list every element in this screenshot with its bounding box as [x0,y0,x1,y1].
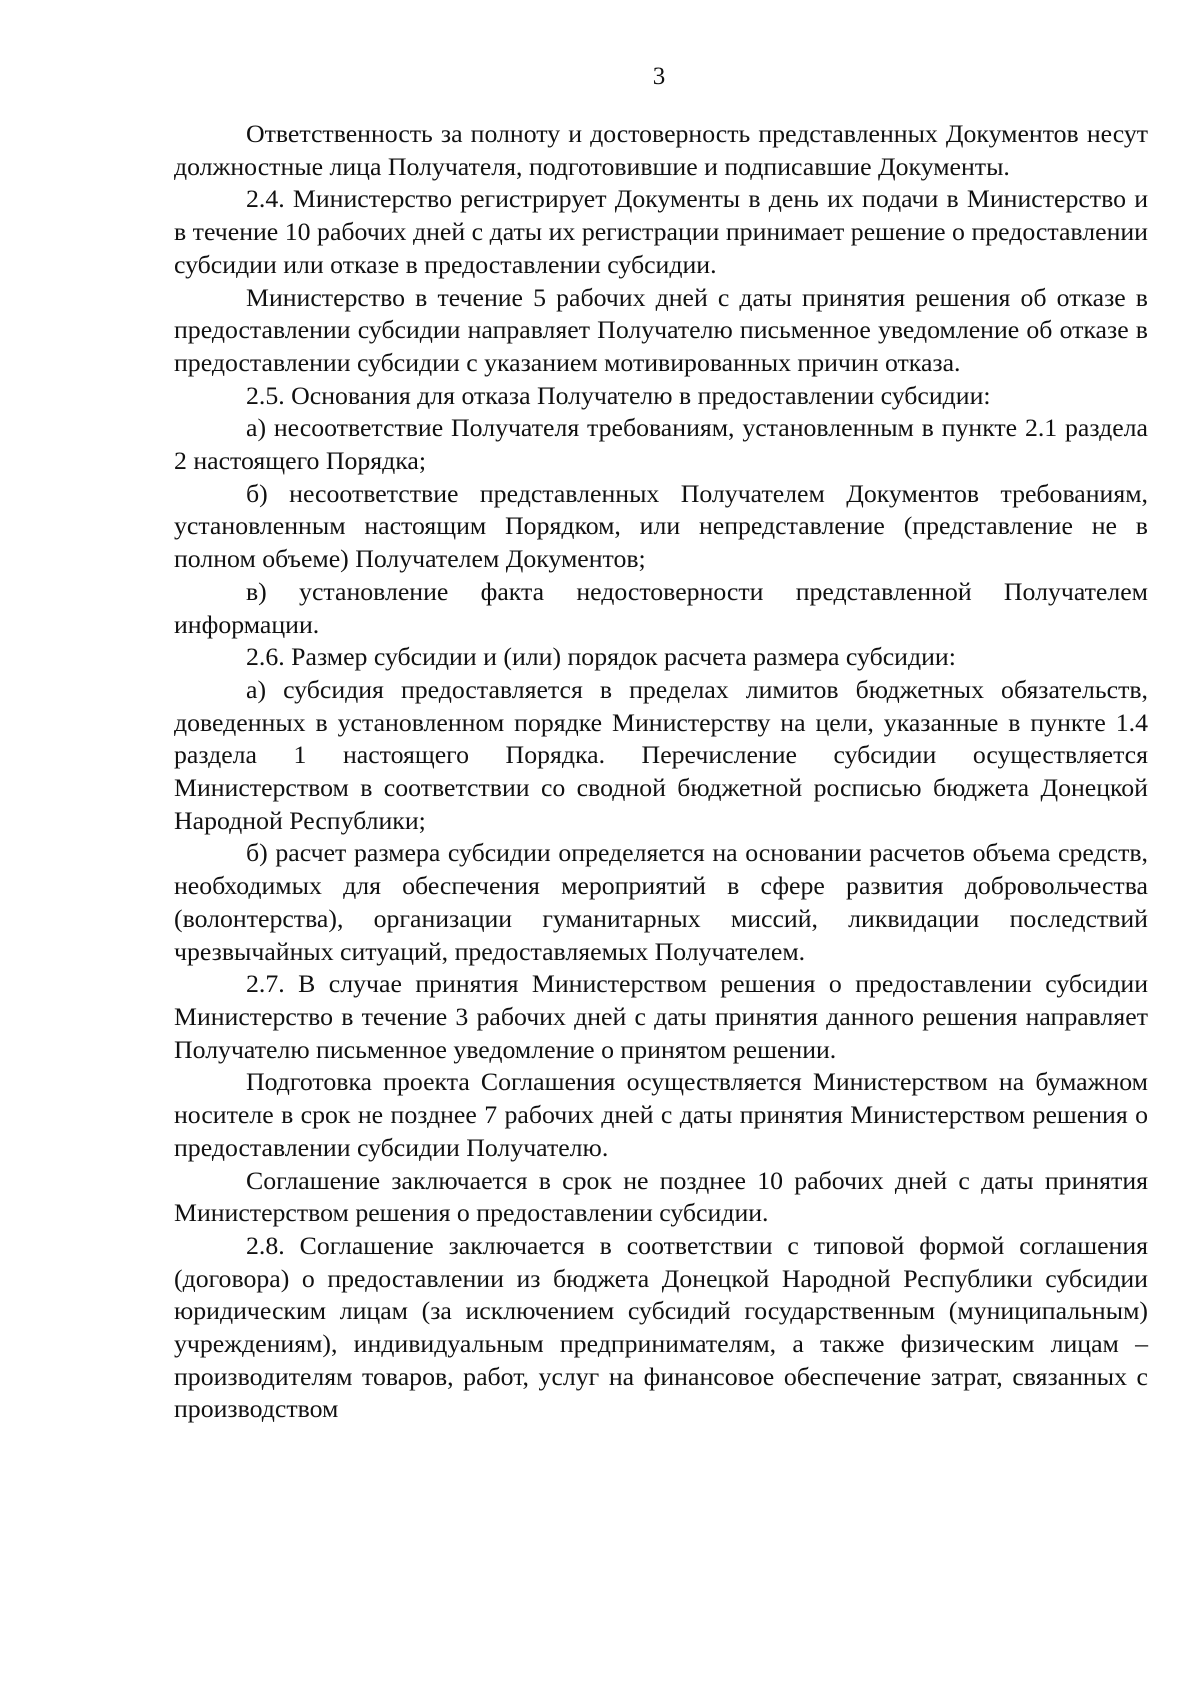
paragraph-2-4: 2.4. Министерство регистрирует Документы в день их подачи в Министерство и в течение 10 рабочих дней с даты их регистрации принимает решение о предоставлении субсидии или отказе в предоставлении субсидии. [174,184,1148,279]
paragraph-2-5: 2.5. Основания для отказа Получателю в предоставлении субсидии: [246,380,991,410]
page-number: 3 [652,63,666,90]
paragraph-2-6-a: а) субсидия предоставляется в пределах лимитов бюджетных обязательств, доведенных в установленном порядке Министерству на цели, указанные в пункте 1.4 раздела 1 настоящего Порядка. Перечисление субсидии осуществляется Министерством в соответствии со сводной бюджетной росписью бюджета Донецкой Народной Республики; [174,674,1148,835]
paragraph-agreement-preparation: Подготовка проекта Соглашения осуществляется Министерством на бумажном носителе в срок не позднее 7 рабочих дней с даты принятия Министерством решения о предоставлении субсидии Получателю. [174,1067,1148,1162]
paragraph-2-5-a: а) несоответствие Получателя требованиям, установленным в пункте 2.1 раздела 2 настоящего Порядка; [174,413,1148,476]
paragraph-responsibility: Ответственность за полноту и достоверность представленных Документов несут должностные лица Получателя, подготовившие и подписавшие Документы. [174,119,1148,181]
document-body [174,118,1148,1426]
paragraph-2-6: 2.6. Размер субсидии и (или) порядок расчета размера субсидии: [246,642,956,672]
paragraph-2-6-b: б) расчет размера субсидии определяется на основании расчетов объема средств, необходимых для обеспечения мероприятий в сфере развития добровольчества (волонтерства), организации гуманитарных миссий, ликвидации последствий чрезвычайных ситуаций, предоставляемых Получателем. [174,838,1148,966]
paragraph-2-5-c: в) установление факта недостоверности представленной Получателем информации. [174,576,1148,639]
paragraph-refusal-notice: Министерство в течение 5 рабочих дней с даты принятия решения об отказе в предоставлении субсидии направляет Получателю письменное уведомление об отказе в предоставлении субсидии с указанием мотивированных причин отказа. [174,282,1148,377]
paragraph-2-5-b: б) несоответствие представленных Получателем Документов требованиям, установленным настоящим Порядком, или непредставление (представление не в полном объеме) Получателем Документов; [174,478,1148,574]
paragraph-agreement-term: Соглашение заключается в срок не позднее 10 рабочих дней с даты принятия Министерством решения о предоставлении субсидии. [174,1165,1148,1228]
paragraph-2-8: 2.8. Соглашение заключается в соответствии с типовой формой соглашения (договора) о предоставлении из бюджета Донецкой Народной Республики субсидии юридическим лицам (за исключением субсидий государственным (муниципальным) учреждениям), индивидуальным предпринимателям, а также физическим лицам – производителям товаров, работ, услуг на финансовое обеспечение затрат, связанных с производством [174,1230,1148,1424]
paragraph-2-7: 2.7. В случае принятия Министерством решения о предоставлении субсидии Министерство в течение 3 рабочих дней с даты принятия данного решения направляет Получателю письменное уведомление о принятом решении. [174,969,1148,1064]
